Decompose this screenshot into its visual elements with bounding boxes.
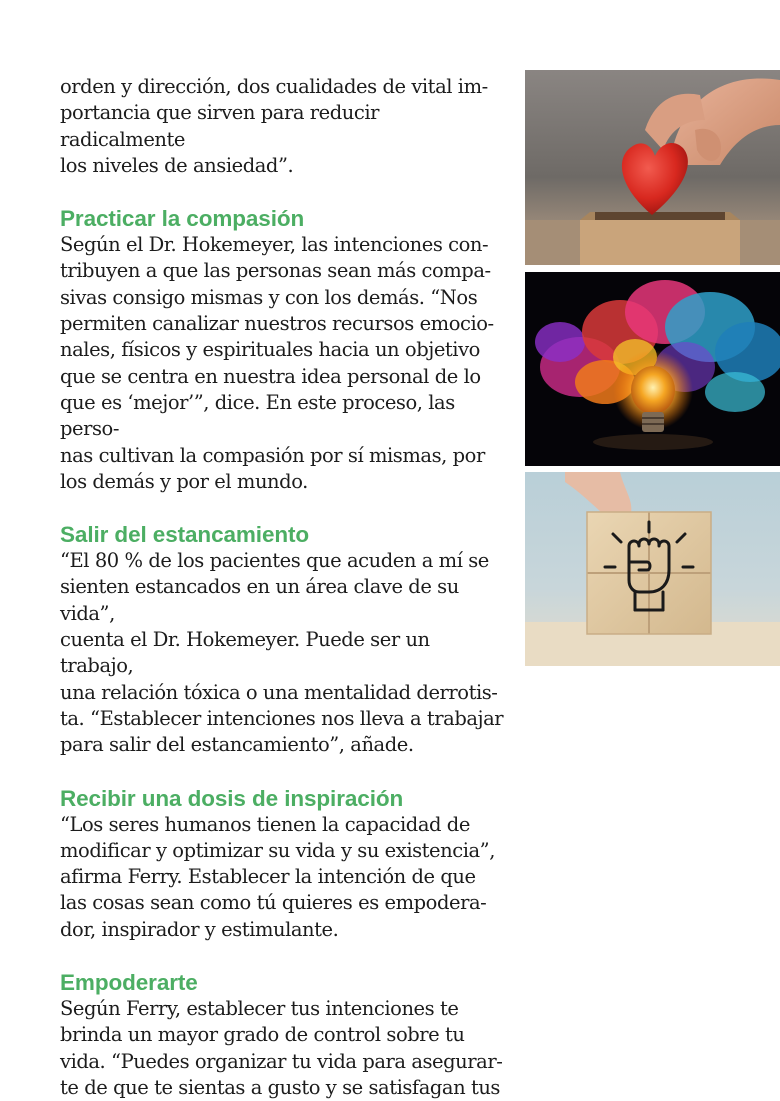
intro-paragraph: orden y dirección, dos cualidades de vital im- portancia que sirven para reducir radicalmente los niveles de ansiedad”.: [60, 75, 488, 177]
section-salir-del-estancamiento: [60, 522, 505, 758]
section-heading: Practicar la compasión: [60, 206, 305, 232]
article-text-column: [60, 74, 505, 1101]
section-paragraph: “Los seres humanos tienen la capacidad de modificar y optimizar su vida y su existencia”, afirma Ferry. Establecer la intención de que las cosas sean como tú quieres es empodera- dor, inspirador y estimulante.: [60, 812, 495, 941]
section-heading: Recibir una dosis de inspiración: [60, 785, 404, 811]
heart-box-photo: [525, 70, 780, 265]
section-heading: Salir del estancamiento: [60, 522, 310, 548]
section-paragraph: Según el Dr. Hokemeyer, las intenciones con- tribuyen a que las personas sean más compa- sivas consigo mismas y con los demás. “Nos permiten canalizar nuestros recursos emocio- nales, físicos y espirituales hacia un objetivo que se centra en nuestra idea personal de lo que es ‘mejor’”, dice. En este proceso, las perso- nas cultivan la compasión por sí mismas, por los demás y por el mundo.: [60, 233, 494, 493]
section-recibir-una-dosis-de-inspiracion: [60, 786, 505, 943]
section-paragraph: “El 80 % de los pacientes que acuden a mí se sienten estancados en un área clave de su vida”, cuenta el Dr. Hokemeyer. Puede ser un trabajo, una relación tóxica o una mentalidad derrotis- ta. “Establecer intenciones nos lleva a trabajar para salir del estancamiento”, añade.: [60, 549, 504, 757]
section-practicar-la-compasion: [60, 206, 505, 495]
fist-blocks-photo: [525, 472, 780, 666]
section-heading: Empoderarte: [60, 970, 198, 996]
lightbulb-burst-photo: [525, 272, 780, 466]
section-paragraph: Según Ferry, establecer tus intenciones te brinda un mayor grado de control sobre tu vida. “Puedes organizar tu vida para asegurar- te de que te sientas a gusto y se satisfagan tus: [60, 997, 503, 1099]
section-empoderarte: [60, 970, 505, 1101]
